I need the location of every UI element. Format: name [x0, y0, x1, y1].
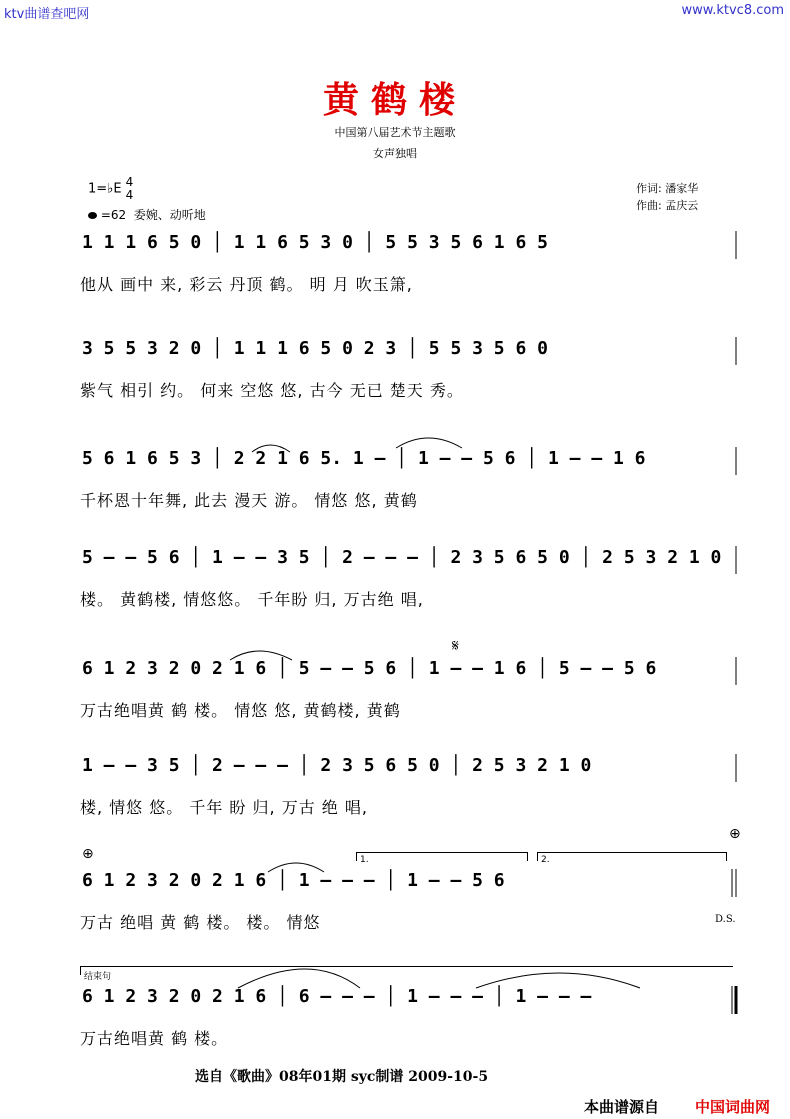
lyrics-row-2: 紫气 相引 约。 何来 空悠 悠, 古今 无已 楚天 秀。 — [80, 381, 464, 400]
lyrics-row-5: 万古绝唱黄 鹤 楼。 情悠 悠, 黄鹤楼, 黄鹤 — [80, 701, 401, 720]
key-prefix: 1= — [88, 181, 108, 197]
volta-1-label: 1. — [360, 855, 369, 865]
song-title: 黄鹤楼 — [322, 79, 467, 121]
notes-row-7: 6 1 2 3 2 0 2 1 6 │ 1 — — — │ 1 — — 5 6 — [82, 870, 505, 891]
coda-icon-right: ⊕ — [729, 826, 741, 842]
tempo-text: 委婉、动听地 — [133, 208, 206, 222]
volta-2-label: 2. — [541, 855, 550, 865]
notes-row-2: 3 5 5 3 2 0 │ 1 1 1 6 5 0 2 3 │ 5 5 3 5 6 0 — [82, 338, 548, 359]
source-footer: 选自《歌曲》08年01期 syc制谱 2009-10-5 — [195, 1069, 489, 1085]
slur-arc — [268, 863, 324, 872]
coda-icon: ⊕ — [82, 846, 94, 862]
lyrics-row-7: 万古 绝唱 黄 鹤 楼。 楼。 情悠 — [80, 913, 321, 932]
time-top: 4 — [125, 175, 134, 189]
key-note: E — [113, 181, 122, 197]
slur-arc — [230, 651, 292, 660]
segno-icon: 𝄋 — [452, 636, 459, 655]
key-flat: ♭ — [107, 181, 114, 197]
slur-arc — [396, 438, 462, 448]
watermark-right: www.ktvc8.com — [681, 3, 784, 18]
performer: 女声独唱 — [373, 147, 417, 160]
song-subtitle: 中国第八届艺术节主题歌 — [334, 126, 456, 139]
credit-site: 中国词曲网 — [695, 1098, 771, 1116]
slur-arc — [252, 445, 290, 452]
slur-arc — [476, 973, 640, 988]
lyrics-row-4: 楼。 黄鹤楼, 情悠悠。 千年盼 归, 万古绝 唱, — [80, 590, 424, 609]
lyrics-row-8: 万古绝唱黄 鹤 楼。 — [80, 1029, 229, 1048]
notes-row-5: 6 1 2 3 2 0 2 1 6 │ 5 — — 5 6 │ 1 — — 1 6 │ 5 — — 5 6 — [82, 658, 657, 679]
watermark-left: ktv曲谱查吧网 — [4, 7, 90, 22]
slur-arc — [238, 969, 360, 988]
lyrics-row-6: 楼, 情悠 悠。 千年 盼 归, 万古 绝 唱, — [80, 798, 368, 817]
composer: 作曲: 孟庆云 — [636, 199, 699, 212]
notes-row-1: 1 1 1 6 5 0 │ 1 1 6 5 3 0 │ 5 5 3 5 6 1 6 5 — [82, 232, 548, 253]
credit-prefix: 本曲谱源自 — [584, 1098, 660, 1116]
notes-row-6: 1 — — 3 5 │ 2 — — — │ 2 3 5 6 5 0 │ 2 5 3 2 1 0 — [82, 755, 592, 776]
time-bottom: 4 — [125, 188, 134, 202]
lyrics-row-3: 千杯恩十年舞, 此去 漫天 游。 情悠 悠, 黄鹤 — [80, 491, 418, 510]
notes-row-4: 5 — — 5 6 │ 1 — — 3 5 │ 2 — — — │ 2 3 5 6 5 0 │ 2 5 3 2 1 0 — [82, 547, 722, 568]
ending-label: 结束句 — [84, 972, 112, 982]
notes-row-8: 6 1 2 3 2 0 2 1 6 │ 6 — — — │ 1 — — — │ 1 — — — — [82, 986, 592, 1007]
lyricist: 作词: 潘家华 — [636, 182, 699, 195]
notes-row-3: 5 6 1 6 5 3 │ 2 2 1 6 5. 1 — │ 1 — — 5 6 │ 1 — — 1 6 — [82, 448, 646, 469]
lyrics-row-1: 他从 画中 来, 彩云 丹顶 鹤。 明 月 吹玉箫, — [80, 275, 413, 294]
tempo-value: =62 — [100, 208, 127, 222]
ds-mark: D.S. — [715, 914, 736, 925]
